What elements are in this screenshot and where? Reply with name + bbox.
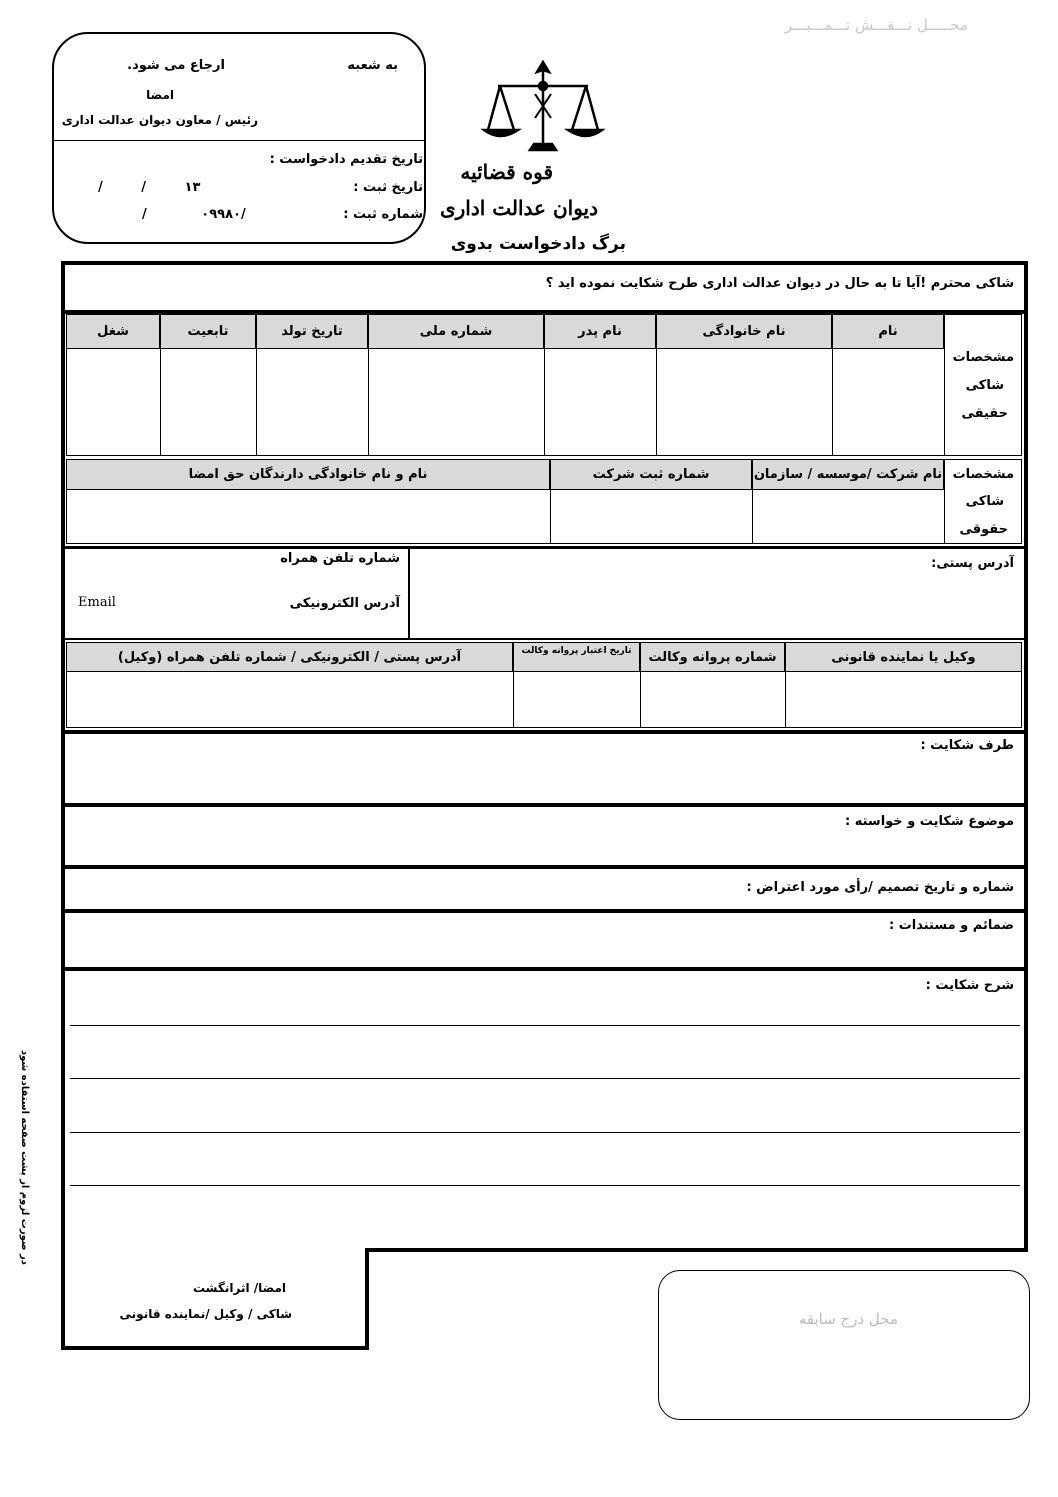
divider-description <box>63 967 1026 971</box>
divider-decision <box>63 865 1026 869</box>
signature-line-1: امضا/ اثرانگشت <box>192 1281 286 1295</box>
description-label: شرح شکایت : <box>925 978 1014 993</box>
legal-side-2: شاکی <box>965 494 1004 509</box>
input-nationality[interactable] <box>160 348 257 456</box>
branch-label: به شعبه <box>347 58 398 73</box>
col-lawyer-contact: آدرس پستی / الکترونیکی / شماره تلفن همراه (وکیل) <box>66 642 513 672</box>
col-national-id: شماره ملی <box>368 314 544 349</box>
col-license-validity: تاریخ اعتبار پروانه وکالت <box>513 642 640 672</box>
input-birth-date[interactable] <box>256 348 369 456</box>
divider-subject <box>63 803 1026 807</box>
input-father-name[interactable] <box>544 348 657 456</box>
postal-address-label: آدرس پستی: <box>931 556 1014 571</box>
divider-attachments <box>63 909 1026 913</box>
email-en-label: Email <box>78 595 116 610</box>
mobile-label: شماره تلفن همراه <box>280 551 400 566</box>
col-signatories: نام و نام خانوادگی دارندگان حق امضا <box>66 459 550 490</box>
reg-no-value: / ۰۹۹۸۰/ <box>142 207 246 222</box>
attachments-input[interactable] <box>70 936 930 964</box>
signature-line-2: شاکی / وکیل /نماینده قانونی <box>119 1307 292 1321</box>
input-license-validity[interactable] <box>513 671 641 728</box>
record-area-label: محل درج سابقه <box>798 1310 898 1328</box>
col-license-no: شماره پروانه وکالت <box>640 642 785 672</box>
description-input[interactable] <box>70 996 930 1022</box>
col-company-name: نام شرکت /موسسه / سازمان <box>752 459 944 490</box>
natural-side-2: شاکی <box>965 378 1004 393</box>
description-line-4 <box>70 1185 1020 1186</box>
natural-side-3: حقیقی <box>961 406 1008 421</box>
input-lawyer[interactable] <box>785 671 1022 728</box>
record-area-box <box>658 1270 1030 1420</box>
court-logo-text: دیوان عدالت اداری <box>439 196 598 220</box>
legal-side-1: مشخصات <box>952 467 1014 482</box>
divider-contact-bottom <box>63 638 1026 640</box>
input-license-no[interactable] <box>640 671 786 728</box>
question-text: شاکی محترم !آیا تا به حال در دیوان عدالت اداری طرح شکایت نموده اید ؟ <box>545 276 1014 291</box>
form-title: برگ دادخواست بدوی <box>450 234 626 254</box>
description-line-2 <box>70 1078 1020 1079</box>
col-company-reg: شماره ثبت شرکت <box>550 459 752 490</box>
decision-label: شماره و تاریخ تصمیم /رأی مورد اعتراض : <box>746 880 1014 895</box>
frame-bottom <box>61 1346 369 1350</box>
email-label: آدرس الکترونیکی <box>289 596 400 611</box>
col-lawyer: وکیل یا نماینده قانونی <box>785 642 1022 672</box>
frame-step-side <box>365 1248 369 1350</box>
reg-date-value: / / ۱۳ <box>98 180 201 195</box>
col-nationality: تابعیت <box>160 314 256 349</box>
description-line-3 <box>70 1132 1020 1133</box>
natural-side-1: مشخصات <box>952 350 1014 365</box>
subject-label: موضوع شکایت و خواسته : <box>845 814 1014 829</box>
frame-left-lower <box>61 1248 65 1350</box>
scales-of-justice-icon <box>480 58 606 158</box>
input-signatories[interactable] <box>66 489 551 544</box>
description-line-1 <box>70 1025 1020 1026</box>
referral-divider <box>54 140 424 141</box>
contact-vdivider <box>408 548 410 638</box>
mobile-input[interactable] <box>70 570 400 588</box>
input-last-name[interactable] <box>656 348 833 456</box>
legal-side-3: حقوقی <box>959 522 1008 537</box>
stamp-area-label: محـــــل نـــقـــش تـــمـــبـــر <box>784 16 968 34</box>
col-occupation: شغل <box>66 314 160 349</box>
reg-date-label: تاریخ ثبت : <box>353 180 423 195</box>
defendant-label: طرف شکایت : <box>920 738 1014 753</box>
input-national-id[interactable] <box>368 348 545 456</box>
referred-text: ارجاع می شود. <box>127 58 225 73</box>
input-company-name[interactable] <box>752 489 945 544</box>
reg-no-label: شماره ثبت : <box>343 207 423 222</box>
col-father-name: نام پدر <box>544 314 656 349</box>
divider-contact <box>63 546 1026 549</box>
col-first-name: نام <box>832 314 944 349</box>
frame-step-top <box>365 1248 1028 1252</box>
signature-label: امضا <box>146 88 174 102</box>
defendant-input[interactable] <box>70 756 930 800</box>
postal-address-input[interactable] <box>412 575 932 633</box>
subject-input[interactable] <box>70 832 860 862</box>
col-last-name: نام خانوادگی <box>656 314 832 349</box>
attachments-label: ضمائم و مستندات : <box>888 918 1014 933</box>
input-first-name[interactable] <box>832 348 945 456</box>
side-note: در صورت لزوم از پشت صفحه استفاده شود <box>19 1050 30 1265</box>
divider-defendant <box>63 730 1026 734</box>
submit-date-label: تاریخ تقدیم دادخواست : <box>269 152 423 167</box>
input-lawyer-contact[interactable] <box>66 671 514 728</box>
judiciary-logo-text: قوه قضائیه <box>460 160 553 184</box>
decision-input[interactable] <box>70 876 770 906</box>
input-occupation[interactable] <box>66 348 161 456</box>
input-company-reg[interactable] <box>550 489 753 544</box>
col-birth-date: تاریخ تولد <box>256 314 368 349</box>
head-label: رئیس / معاون دیوان عدالت اداری <box>61 113 258 127</box>
